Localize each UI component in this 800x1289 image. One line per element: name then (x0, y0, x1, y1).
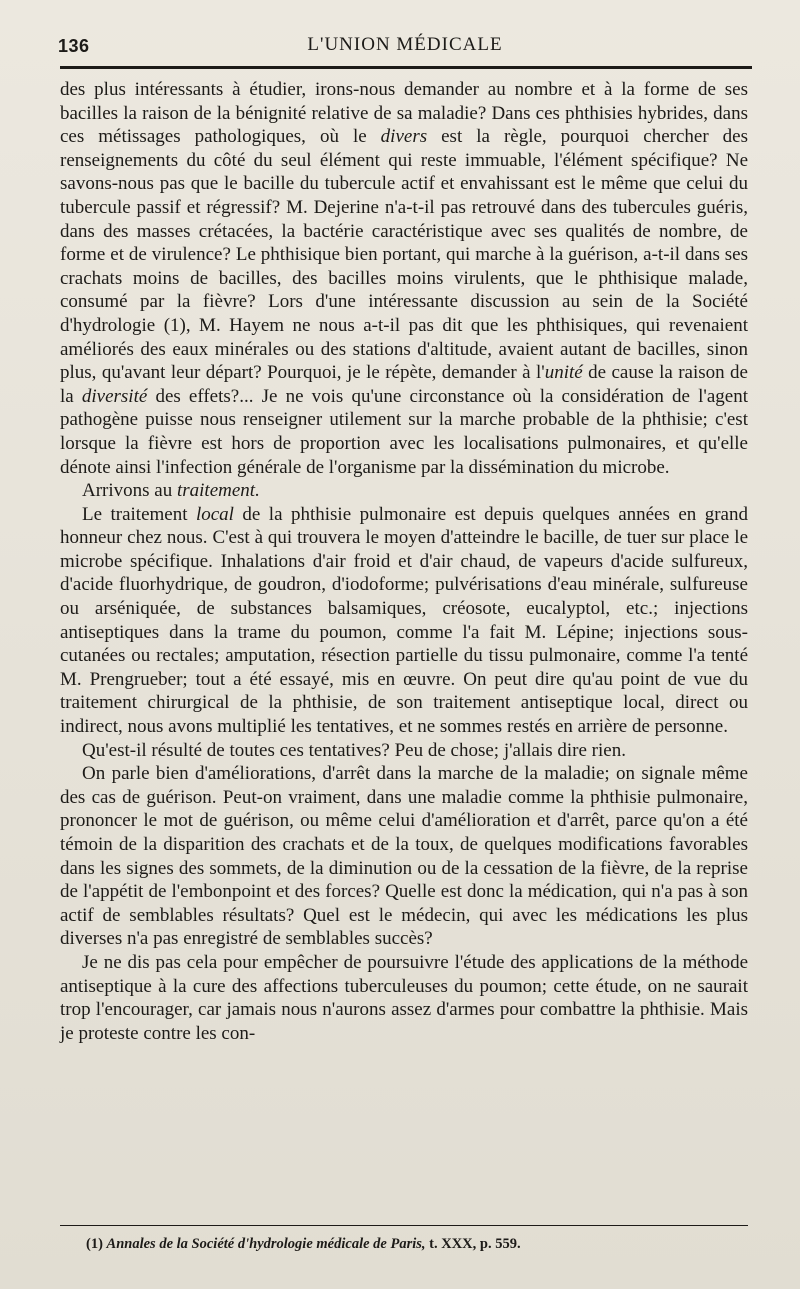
page-number: 136 (58, 36, 90, 56)
header-rule (60, 66, 752, 69)
italic-divers: divers (380, 126, 428, 148)
footnote (86, 1235, 748, 1253)
body-text (60, 78, 748, 1045)
footnote-citation: t. XXX, p. 559. (425, 1236, 521, 1252)
footnote-marker: (1) (86, 1236, 107, 1252)
italic-diversite: diversité (81, 385, 148, 407)
page-header (58, 30, 752, 62)
paragraph-4: Qu'est-il résulté de toutes ces tentatives? Peu de chose; j'allais dire rien. (82, 739, 626, 761)
paragraph-3: Le traitement local de la phthisie pulmonaire est depuis quelques années en grand honneur chez nous. C'est à qui trouvera le moyen d'atteindre le bacille, de tuer sur place le microbe spécifique. Inhalations d'air froid et d'air chaud, de vapeurs d'acide sulfureux, d'acide fluorhydrique, de goudron, d'iodoforme; pulvérisations d'eau minérale, sulfureuse ou arséniquée, de substances balsamiques, créosote, eucalyptol, etc.; injections antiseptiques dans la trame du poumon, comme l'a fait M. Lépine; injections sous-cutanées ou rectales; amputation, résection partielle du tissu pulmonaire, comme l'a tenté M. Prengrueber; tout a été essayé, mis en œuvre. On peut dire qu'au point de vue du traitement chirurgical de la phthisie, de son traitement antiseptique local, direct ou indirect, nous avons multiplié les tentatives, et ne sommes restés en arrière de personne. (60, 503, 748, 738)
paragraph-2: Arrivons au traitement. (82, 480, 260, 502)
italic-traitement: traitement. (176, 480, 260, 502)
footnote-rule (60, 1225, 748, 1226)
paragraph-5: On parle bien d'améliorations, d'arrêt dans la marche de la maladie; on signale même des cas de guérison. Peut-on vraiment, dans une maladie comme la phthisie pulmonaire, prononcer le mot de guérison, ou même celui d'amélioration et d'arrêt, parce qu'on a été témoin de la disparition des crachats et de la toux, de quelques modifications favorables dans les signes des sommets, de la diminution ou de la cessation de la fièvre, de la reprise de l'appétit de l'embonpoint et des forces? Quelle est donc la médication, qui n'a pas à son actif de semblables résultats? Quel est le médecin, qui avec les médications les plus diverses n'a pas enregistré de semblables succès? (60, 763, 748, 950)
italic-unite: unité (544, 362, 583, 384)
footnote-source-title: Annales de la Société d'hydrologie médicale de Paris, (106, 1236, 426, 1252)
paragraph-6: Je ne dis pas cela pour empêcher de poursuivre l'étude des applications de la méthode antiseptique à la cure des affections tuberculeuses du poumon; cette étude, on ne saurait trop l'encourager, car jamais nous n'aurons assez d'armes pour combattre la phthisie. Mais je proteste contre les con- (60, 951, 748, 1044)
paragraph-1: des plus intéressants à étudier, irons-nous demander au nombre et à la forme de ses bacilles la raison de la bénignité relative de sa maladie? Dans ces phthisies hybrides, dans ces métissages pathologiques, où le divers est la règle, pourquoi chercher des renseignements du côté du seul élément qui reste immuable, l'élément spécifique? Ne savons-nous pas que le bacille du tubercule actif et envahissant est le même que celui du tubercule passif et régressif? M. Dejerine n'a-t-il pas retrouvé dans des tubercules guéris, dans des masses crétacées, la bactérie caractéristique avec ses qualités de nombre, de forme et de virulence? Le phthisique bien portant, qui marche à la guérison, a-t-il dans ses crachats moins de bacilles, des bacilles moins virulents, que le phthisique malade, consumé par la fièvre? Lors d'une intéressante discussion au sein de la Société d'hydrologie (1), M. Hayem ne nous a-t-il pas dit que les phthisiques, qui revenaient améliorés des eaux minérales ou des stations d'altitude, avaient autant de bacilles, sinon plus, qu'avant leur départ? Pourquoi, je le répète, demander à l'unité de cause la raison de la diversité des effets?... Je ne vois qu'une circonstance où la considération de l'agent pathogène puisse nous renseigner utilement sur la marche probable de la phthisie; c'est lorsque la fièvre est hors de proportion avec les localisations pulmonaires, et qu'elle dénote ainsi l'infection générale de l'organisme par la dissémination du microbe. (60, 79, 748, 478)
italic-local: local (195, 503, 234, 525)
running-title: L'UNION MÉDICALE (307, 34, 503, 55)
